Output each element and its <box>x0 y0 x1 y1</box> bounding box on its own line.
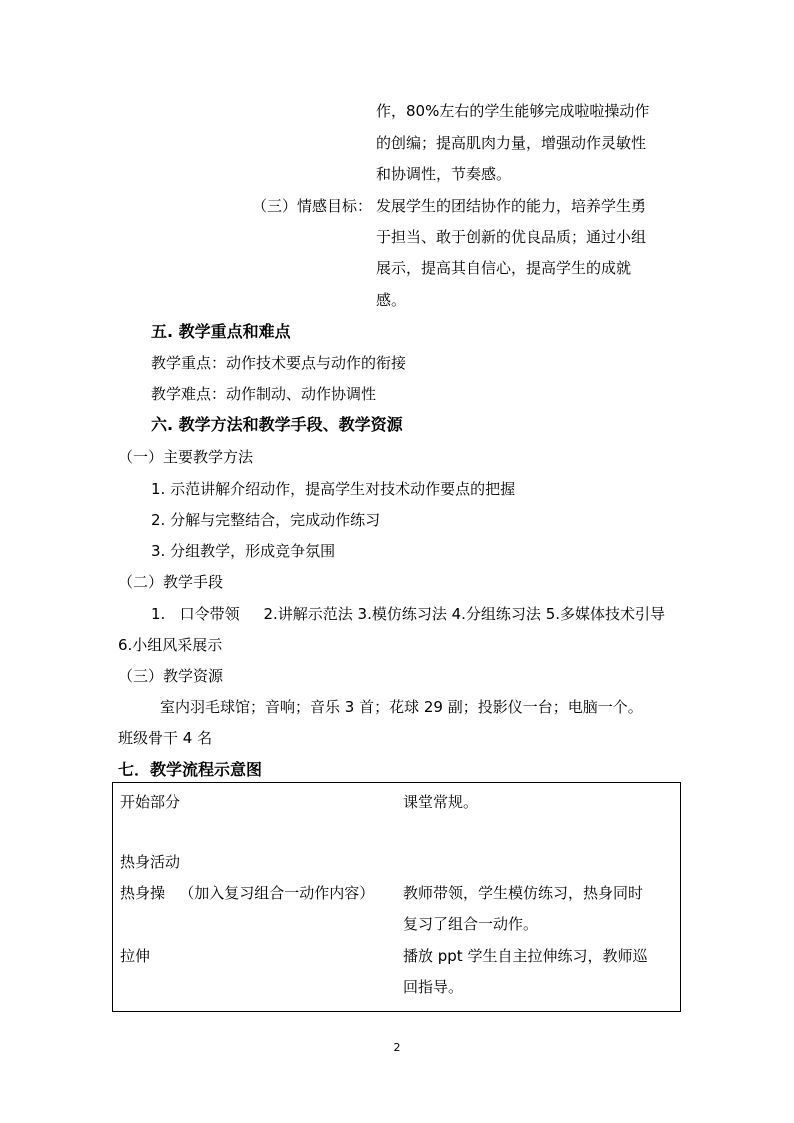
section7-heading: 七．教学流程示意图 <box>118 760 263 779</box>
section6-heading: 六. 教学方法和教学手段、教学资源 <box>151 415 403 434</box>
resources-line-2: 班级骨干 4 名 <box>118 729 213 747</box>
means-heading: （二）教学手段 <box>118 573 224 591</box>
emotion-objective-line-2: 于担当、敢于创新的优良品质；通过小组 <box>376 228 647 246</box>
emotion-objective-line-4: 感。 <box>376 291 407 309</box>
difficulty-point: 教学难点：动作制动、动作协调性 <box>151 385 377 403</box>
flow-left-stretch: 拉伸 <box>120 947 151 965</box>
method-item-2: 2. 分解与完整结合，完成动作练习 <box>151 511 381 529</box>
emotion-objective-line-3: 展示，提高其自信心，提高学生的成就 <box>376 259 632 277</box>
means-line-1: 1. 口令带领 2.讲解示范法 3.模仿练习法 4.分组练习法 5.多媒体技术引导 <box>151 605 666 623</box>
resources-heading: （三）教学资源 <box>118 667 224 685</box>
flow-right-stretch-line-2: 回指导。 <box>403 978 464 996</box>
flow-left-start: 开始部分 <box>120 793 181 811</box>
method-item-3: 3. 分组教学，形成竞争氛围 <box>151 542 336 560</box>
skill-objective-line-3: 和协调性，节奏感。 <box>376 165 512 183</box>
flow-right-warmup-line-2: 复习了组合一动作。 <box>403 915 539 933</box>
skill-objective-line-1: 作，80%左右的学生能够完成啦啦操动作 <box>376 102 650 120</box>
key-point: 教学重点：动作技术要点与动作的衔接 <box>151 354 407 372</box>
section5-heading: 五. 教学重点和难点 <box>151 322 291 341</box>
flow-right-stretch-line-1: 播放 ppt 学生自主拉伸练习，教师巡 <box>403 947 648 965</box>
resources-line-1: 室内羽毛球馆；音响；音乐 3 首；花球 29 副；投影仪一台；电脑一个。 <box>160 698 643 716</box>
emotion-objective-label: （三）情感目标： <box>252 197 373 215</box>
skill-objective-line-2: 的创编；提高肌肉力量，增强动作灵敏性 <box>376 134 647 152</box>
flow-right-warmup-line-1: 教师带领，学生模仿练习，热身同时 <box>403 884 644 902</box>
page-number: 2 <box>393 1041 401 1054</box>
means-line-2: 6.小组风采展示 <box>118 636 223 654</box>
method-item-1: 1. 示范讲解介绍动作，提高学生对技术动作要点的把握 <box>151 480 516 498</box>
emotion-objective-line-1: 发展学生的团结协作的能力，培养学生勇 <box>376 197 647 215</box>
flow-right-routine: 课堂常规。 <box>403 793 479 811</box>
flow-left-warmup-exercise: 热身操 （加入复习组合一动作内容） <box>120 884 375 902</box>
flow-left-warmup-activity: 热身活动 <box>120 853 181 871</box>
methods-heading: （一）主要教学方法 <box>118 448 254 466</box>
